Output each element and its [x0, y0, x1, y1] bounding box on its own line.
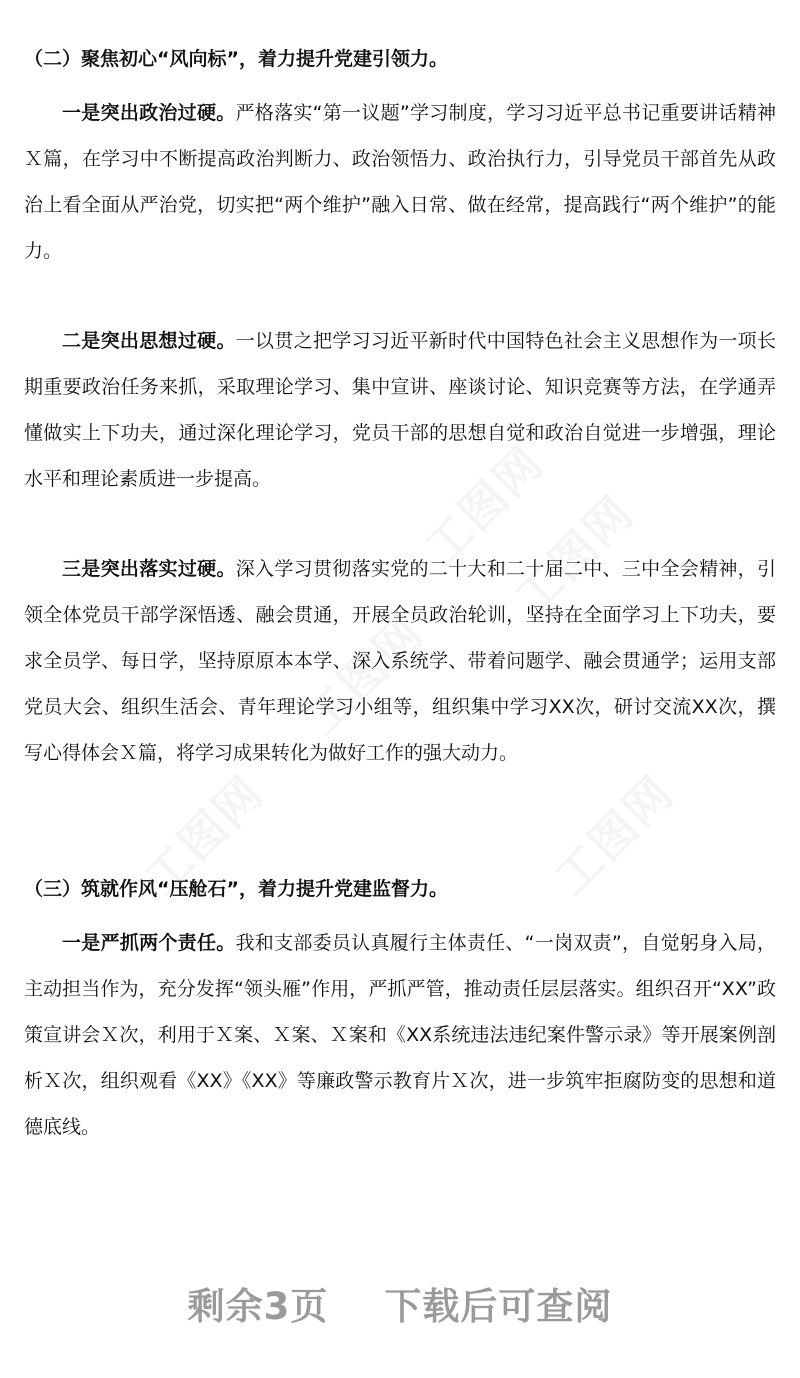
download-prompt[interactable]	[0, 1276, 800, 1330]
download-to-view-label: 下载后可查阅	[384, 1285, 613, 1328]
paragraph-lead: 二是突出思想过硬。	[62, 330, 236, 352]
paragraph-body: 我和支部委员认真履行主体责任、“一岗双责”，自觉躬身入局，主动担当作为，充分发挥“领头雁”作用，严抓严管，推动责任层层落实。组织召开“XX”政策宣讲会Ｘ次，利用于Ｘ案、Ｘ案、Ｘ案和《XX系统违法违纪案件警示录》等开展案例剖析Ｘ次，组织观看《XX》《XX》等廉政警示教育片Ｘ次，进一步筑牢拒腐防变的思想和道德底线。	[24, 932, 776, 1138]
paragraph-body: 严格落实“第一议题”学习制度，学习习近平总书记重要讲话精神Ｘ篇，在学习中不断提高政治判断力、政治领悟力、政治执行力，引导党员干部首先从政治上看全面从严治党，切实把“两个维护”融入日常、做在经常，提高践行“两个维护”的能力。	[24, 102, 776, 262]
paragraph-body: 一以贯之把学习习近平新时代中国特色社会主义思想作为一项长期重要政治任务来抓，采取理论学习、集中宣讲、座谈讨论、知识竞赛等方法，在学通弄懂做实上下功夫，通过深化理论学习，党员干部的思想自觉和政治自觉进一步增强，理论水平和理论素质进一步提高。	[24, 330, 776, 490]
paragraph-lead: 一是严抓两个责任。	[62, 932, 236, 954]
paragraph-lead: 三是突出落实过硬。	[62, 558, 236, 580]
paragraph-body: 深入学习贯彻落实党的二十大和二十届二中、三中全会精神，引领全体党员干部学深悟透、融会贯通，开展全员政治轮训，坚持在全面学习上下功夫，要求全员学、每日学，坚持原原本本学、深入系统学、带着问题学、融会贯通学；运用支部党员大会、组织生活会、青年理论学习小组等，组织集中学习XX次，研讨交流XX次，撰写心得体会Ｘ篇，将学习成果转化为做好工作的强大动力。	[24, 558, 776, 764]
paragraph-thought	[24, 318, 776, 502]
remaining-pages-label: 剩余3页	[187, 1285, 329, 1328]
paragraph-lead: 一是突出政治过硬。	[62, 102, 236, 124]
section-heading-3: （三）筑就作风“压舱石”，着力提升党建监督力。	[24, 878, 448, 900]
section-heading-2: （二）聚焦初心“风向标”，着力提升党建引领力。	[24, 48, 448, 70]
paragraph-implementation	[24, 546, 776, 776]
paragraph-responsibility	[24, 920, 776, 1150]
paragraph-political	[24, 90, 776, 274]
watermark	[538, 759, 686, 907]
